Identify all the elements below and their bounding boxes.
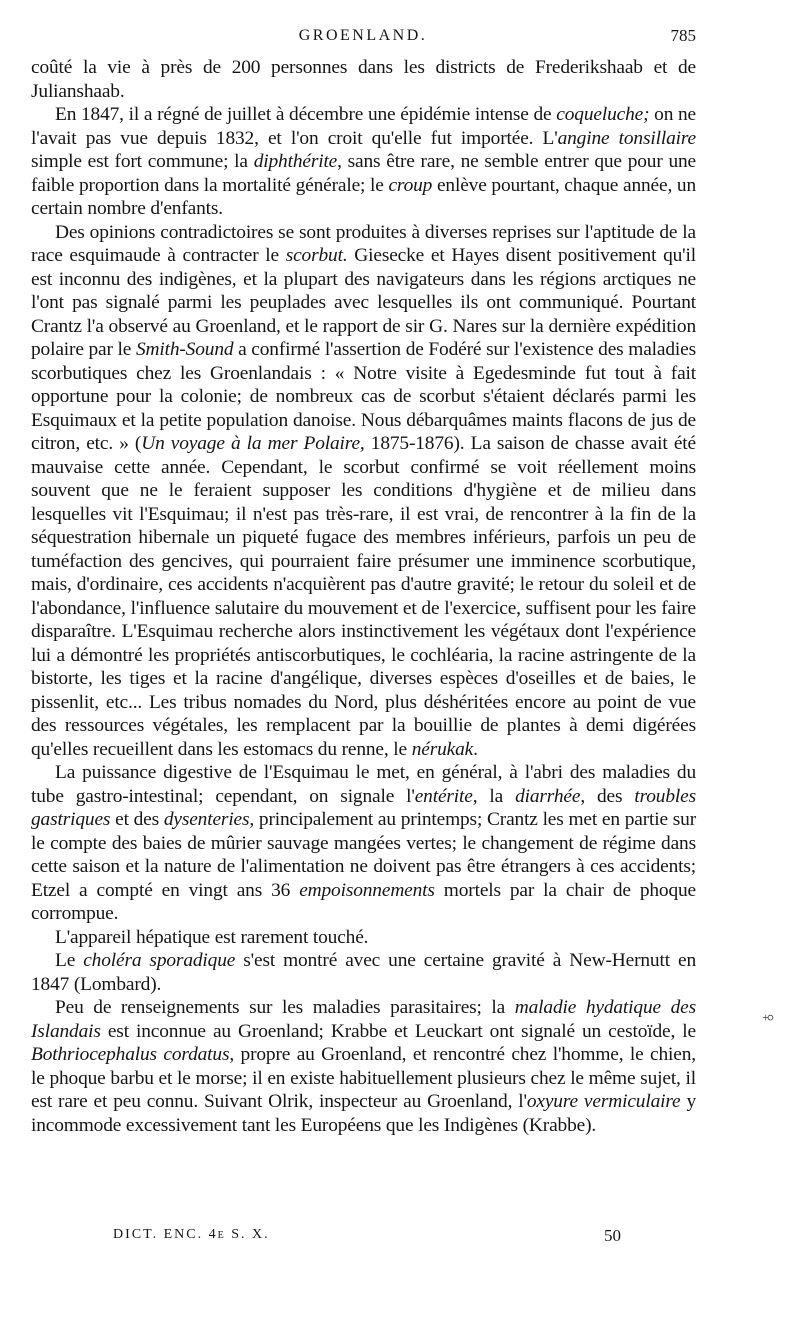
- text-run: Giesecke et Hayes disent positivement qu'il est inconnu des indigènes, et la plupart des navigateurs dans les régions arctiques ne l'ont pas signalé parmi les peuplades avec lesquelles ils ont communiqué. Pourtant Crantz l'a observé au Groenland, et le rapport de sir G. Nares sur la dernière expédition polaire par le: [31, 245, 696, 360]
- text-run: est inconnue au Groenland; Krabbe et Leuckart ont signalé un cestoïde, le: [100, 1020, 696, 1042]
- italic-term: Bothriocephalus cordatus: [31, 1044, 230, 1065]
- margin-mark: ♀: [757, 1010, 779, 1025]
- italic-term: croup: [388, 174, 433, 196]
- body-text: [31, 56, 696, 1137]
- text-run: 1875-1876). La saison de chasse avait été mauvaise cette année. Cependant, le scorbut confirmé se voit réellement moins souvent que ne le feraient supposer les conditions d'hygiène et de milieu dans lesquelles vit l'Esquimau; il n'est pas très-rare, il est vrai, de rencontrer à la fin de la séquestration hibernale un piqueté fugace des membres inférieurs, parfois un peu de tuméfaction des gencives, qui pourraient faire présumer une imminence scorbutique, mais, d'ordinaire, ces accidents n'acquièrent pas d'autre gravité; le retour du soleil et de l'abondance, l'influence salutaire du mouvement et de l'exercice, suffisent pour les faire disparaître. L'Esquimau recherche alors instinctivement les végétaux dont l'expérience lui a démontré les propriétés antiscorbutiques, le cochléaria, la racine astringente de la bistorte, les tiges et la racine d'angélique, diverses espèces d'oseilles et de baies, le pissenlit, etc... Les tribus nomades du Nord, plus déshéritées encore au point de vue des ressources végétales, les remplacent par la bouillie de plantes à demi digérées qu'elles recueillent dans les estomacs du renne, le: [31, 433, 696, 760]
- text-run: La puissance digestive de l'Esquimau le met, en général, à l'abri des maladies du tube gastro-intestinal; cependant, on signale l': [31, 762, 696, 807]
- running-header: [30, 22, 696, 52]
- running-title: GROENLAND.: [298, 27, 428, 44]
- italic-term: empoisonnements: [299, 879, 435, 901]
- text-run: , des: [580, 785, 635, 807]
- text-run: Peu de renseignements sur les maladies parasitaires; la: [55, 997, 515, 1018]
- sheet-number: 50: [604, 1226, 621, 1245]
- italic-term: scorbut.: [285, 245, 348, 266]
- text-run: L'appareil hépatique est rarement touché.: [55, 926, 369, 948]
- italic-term: choléra sporadique: [83, 950, 236, 971]
- italic-term: entérite: [414, 785, 473, 807]
- paragraph: [31, 56, 696, 103]
- paragraph: [31, 761, 696, 926]
- text-run: mortels par la chair de phoque corrompue.: [31, 879, 696, 924]
- text-run: .: [473, 738, 478, 760]
- italic-term: dysenteries: [163, 809, 250, 830]
- italic-term: nérukak: [411, 738, 474, 760]
- text-run: Le: [55, 950, 84, 971]
- text-run: on ne l'avait pas vue depuis 1832, et l'on croit qu'elle fut importée. L': [31, 104, 696, 149]
- paragraph: [31, 103, 696, 221]
- text-run: s'est montré avec une certaine gravité à New-Hernutt en 1847 (Lombard).: [31, 950, 696, 995]
- text-run: y incommode excessivement tant les Européens que les Indigènes (Krabbe).: [31, 1091, 696, 1136]
- italic-term: Smith-Sound: [135, 339, 234, 360]
- italic-term: maladie hydatique des Islandais: [31, 997, 696, 1042]
- italic-term: diarrhée: [515, 785, 581, 807]
- text-run: Des opinions contradictoires se sont produites à diverses reprises sur l'aptitude de la race esquimaude à contracter le: [31, 221, 696, 266]
- paragraph: [31, 926, 696, 950]
- text-run: coûté la vie à près de 200 personnes dans les districts de Frederikshaab et de Julianshaab.: [31, 57, 696, 102]
- italic-term: coqueluche;: [556, 104, 650, 125]
- italic-term: angine tonsillaire: [557, 127, 696, 149]
- paragraph: [31, 996, 696, 1137]
- page-footer: [113, 1226, 621, 1250]
- paragraph: [31, 221, 696, 762]
- text-run: , principalement au printemps; Crantz les met en partie sur le compte des baies de mûrier sauvage mangées vertes; le changement de régime dans cette saison et la nature de l'alimentation ne doivent pas être étrangers à ces accidents; Etzel a compté en vingt ans 36: [31, 809, 697, 901]
- page-number: 785: [670, 26, 696, 45]
- text-run: enlève pourtant, chaque année, un certain nombre d'enfants.: [31, 174, 696, 219]
- footer-signature: DICT. ENC. 4e S. X.: [113, 1227, 270, 1242]
- text-run: , sans être rare, ne semble entrer que pour une faible proportion dans la mortalité générale; le: [31, 151, 696, 196]
- italic-term: Un voyage à la mer Polaire,: [141, 433, 365, 454]
- italic-term: troubles gastriques: [31, 785, 696, 830]
- text-run: , propre au Groenland, et rencontré chez l'homme, le chien, le phoque barbu et le morse; il en existe habituellement plusieurs chez le même sujet, il est rare et peu connu. Suivant Olrik, inspecteur au Groenland, l': [31, 1044, 696, 1112]
- text-run: simple est fort commune; la: [31, 151, 254, 172]
- italic-term: oxyure vermiculaire: [526, 1091, 681, 1112]
- text-run: En 1847, il a régné de juillet à décembre une épidémie intense de: [55, 104, 557, 125]
- italic-term: diphthérite: [253, 151, 338, 172]
- text-run: , la: [472, 785, 516, 807]
- text-run: a confirmé l'assertion de Fodéré sur l'existence des maladies scorbutiques chez les Groenlandais : « Notre visite à Egedesminde fut tout à fait opportune pour la colonie; de nombreux cas de scorbut s'étaient déclarés parmi les Esquimaux et la petite population danoise. Nous débarquâmes maints flacons de jus de citron, etc. » (: [31, 339, 696, 454]
- text-run: et des: [110, 809, 164, 830]
- paragraph: [31, 949, 696, 996]
